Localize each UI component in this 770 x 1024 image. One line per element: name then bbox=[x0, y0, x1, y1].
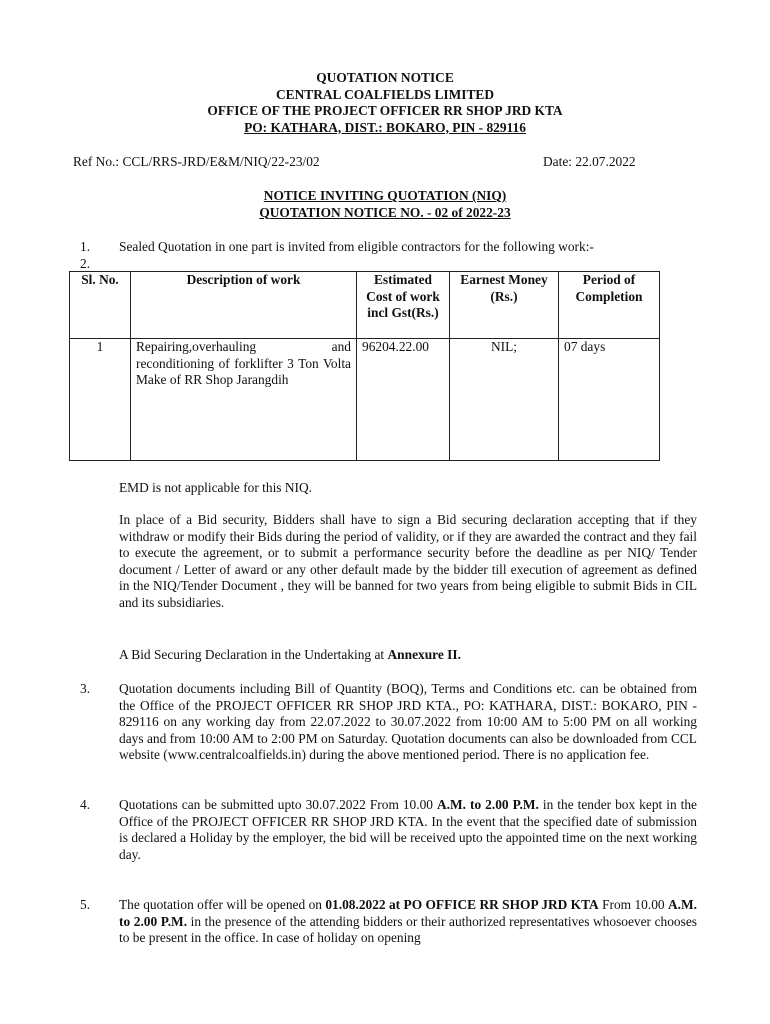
table-row bbox=[70, 339, 660, 461]
niq-title: NOTICE INVITING QUOTATION (NIQ) bbox=[263, 188, 507, 203]
col-sl-no: Sl. No. bbox=[70, 272, 131, 339]
work-details-table bbox=[69, 271, 660, 461]
item-1-number: 1. bbox=[80, 239, 91, 254]
item-4-text bbox=[119, 797, 697, 863]
niq-heading bbox=[0, 188, 770, 221]
item-1-text: Sealed Quotation in one part is invited from eligible contractors for the following work:- bbox=[119, 239, 594, 254]
annexure-line bbox=[119, 647, 697, 664]
item-5-part-3: in the presence of the attending bidders or their authorized representatives whosoever chooses to be present in the office. In case of holiday on opening bbox=[119, 913, 697, 945]
col-period: Period of Completion bbox=[559, 272, 660, 339]
reference-number: Ref No.: CCL/RRS-JRD/E&M/NIQ/22-23/02 bbox=[73, 154, 320, 169]
header-company: CENTRAL COALFIELDS LIMITED bbox=[275, 86, 495, 102]
niq-number: QUOTATION NOTICE NO. - 02 of 2022-23 bbox=[259, 204, 511, 220]
header-address: PO: KATHARA, DIST.: BOKARO, PIN - 829116 bbox=[244, 119, 526, 135]
item-5-text bbox=[119, 897, 697, 947]
cell-sl-no: 1 bbox=[70, 339, 131, 461]
item-2-number: 2. bbox=[80, 256, 91, 271]
item-3-number: 3. bbox=[80, 681, 91, 696]
item-3-text: Quotation documents including Bill of Quantity (BOQ), Terms and Conditions etc. can be obtained from the Office of the PROJECT OFFICER RR SHOP JRD KTA., PO: KATHARA, DIST.: BOKARO, PIN - 829116 on any working day from 22.07.2022 to 30.07.2022 from 10:00 AM to 5:00 PM on all working days and from 10:00 AM to 2:00 PM on Saturday. Quotation documents can also be downloaded from CCL website (www.centralcoalfields.in) during the above mentioned period. There is no application fee. bbox=[119, 681, 697, 762]
header-office: OFFICE OF THE PROJECT OFFICER RR SHOP JRD KTA bbox=[207, 103, 563, 118]
item-5-opening-date: 01.08.2022 at PO OFFICE RR SHOP JRD KTA bbox=[325, 897, 599, 912]
item-5-part-1: The quotation offer will be opened on bbox=[119, 897, 326, 912]
bid-security-paragraph: In place of a Bid security, Bidders shall have to sign a Bid securing declaration accepting that if they withdraw or modify their Bids during the period of validity, or if they are awarded the contract and they fail to execute the agreement, or to submit a performance security before the deadline as per NIQ/ Tender document / Letter of award or any other default made by the bidder till execution of agreement as defined in the NIQ/Tender Document , they will be banned for two years from being eligible to submit Bids in CIL and its subsidiaries. bbox=[119, 512, 697, 610]
cell-period: 07 days bbox=[559, 339, 660, 461]
annexure-reference: Annexure II. bbox=[387, 647, 461, 662]
item-4-part-2: in the tender box kept in the Office of the PROJECT OFFICER RR SHOP JRD KTA. In the event that the specified date of submission is declared a Holiday by the employer, the bid will be received upto the appointed time on the next working day. bbox=[119, 797, 698, 862]
col-earnest-money: Earnest Money (Rs.) bbox=[450, 272, 559, 339]
emd-note: EMD is not applicable for this NIQ. bbox=[119, 480, 313, 495]
item-4-part-1: Quotations can be submitted upto 30.07.2022 From 10.00 bbox=[119, 797, 437, 812]
col-description: Description of work bbox=[131, 272, 357, 339]
cell-description: Repairing,overhauling and reconditioning of forklifter 3 Ton Volta Make of RR Shop Jarangdih bbox=[131, 339, 357, 461]
document-header bbox=[0, 70, 770, 136]
table-header-row bbox=[70, 272, 660, 339]
col-estimated-cost: Estimated Cost of work incl Gst(Rs.) bbox=[357, 272, 450, 339]
annexure-text: A Bid Securing Declaration in the Undertaking at bbox=[119, 647, 388, 662]
item-5-time: A.M. to 2.00 P.M. bbox=[119, 897, 697, 929]
notice-date: Date: 22.07.2022 bbox=[543, 154, 636, 169]
item-5-number: 5. bbox=[80, 897, 91, 912]
cell-earnest-money: NIL; bbox=[450, 339, 559, 461]
header-title: QUOTATION NOTICE bbox=[316, 70, 454, 85]
item-5-part-2: From 10.00 bbox=[598, 897, 668, 912]
cell-estimated-cost: 96204.22.00 bbox=[357, 339, 450, 461]
item-4-time: A.M. to 2.00 P.M. bbox=[437, 797, 539, 812]
item-4-number: 4. bbox=[80, 797, 91, 812]
